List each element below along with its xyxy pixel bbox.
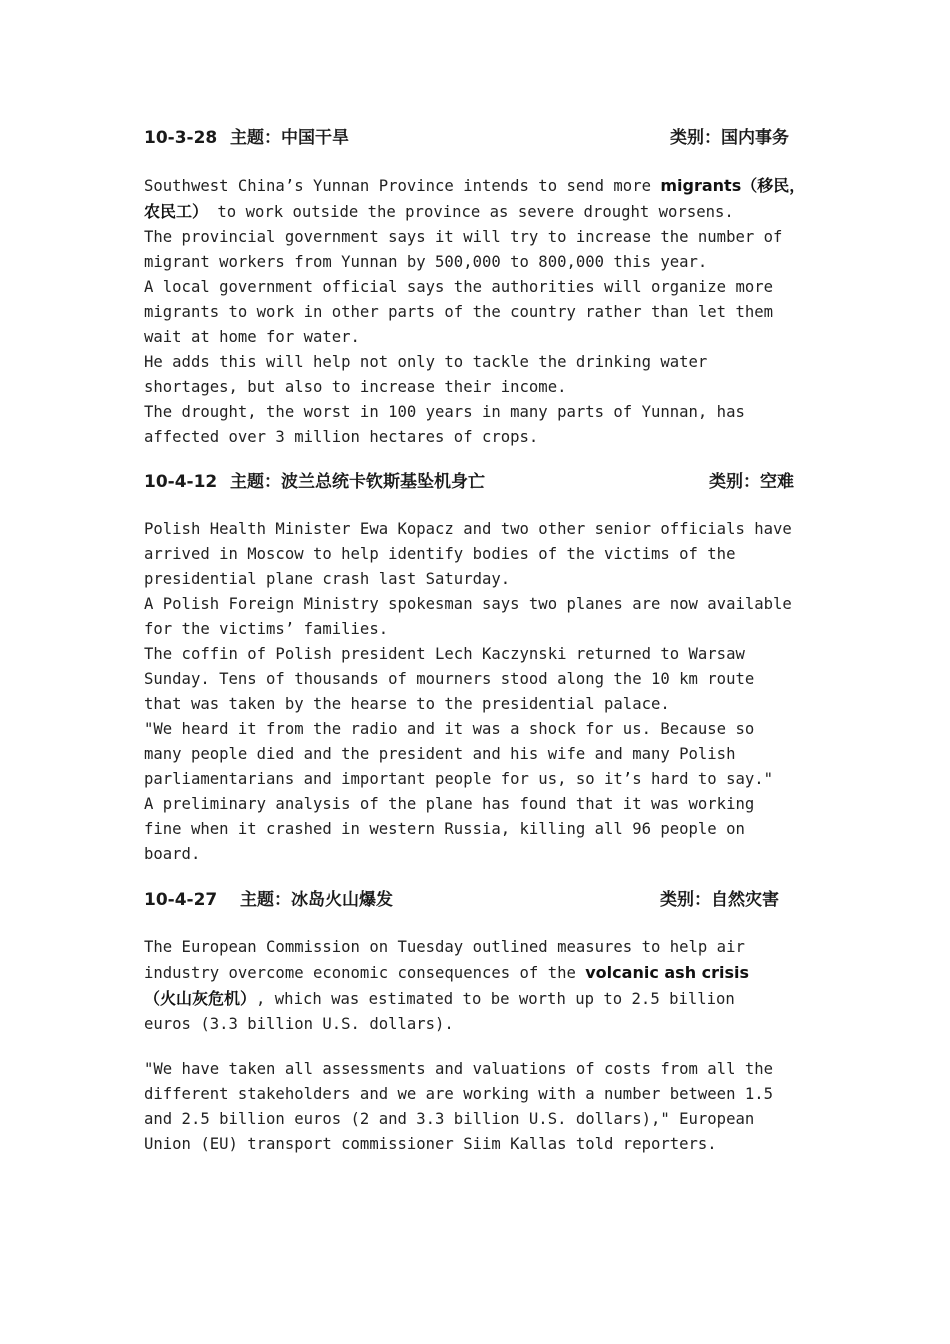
section-category: 类别：自然灾害 [660,890,779,910]
section-heading [144,470,808,494]
text-line: parliamentarians and important people for us, so it’s hard to say." [144,770,774,788]
section-topic: 主题：波兰总统卡钦斯基坠机身亡 [230,472,485,492]
text-line: and 2.5 billion euros (2 and 3.3 billion U.S. dollars)," European [144,1110,755,1128]
keyword-migrants: migrants（移民， [660,176,806,195]
text-line: affected over 3 million hectares of crops. [144,428,539,446]
text-line: Union (EU) transport commissioner Siim Kallas told reporters. [144,1135,717,1153]
text-line: arrived in Moscow to help identify bodies of the victims of the [144,545,736,563]
article-paragraph [144,517,844,867]
text-line: that was taken by the hearse to the presidential palace. [144,695,670,713]
text-line: He adds this will help not only to tackle the drinking water [144,353,708,371]
text-line: for the victims’ families. [144,620,389,638]
text-line: Southwest China’s Yunnan Province intends to send more [144,177,661,195]
text-line: board. [144,845,201,863]
article-paragraph [144,935,844,1037]
text-line: wait at home for water. [144,328,360,346]
text-line: A local government official says the authorities will organize more [144,278,774,296]
section-date: 10-3-28 [144,128,218,148]
text-line: "We heard it from the radio and it was a shock for us. Because so [144,720,755,738]
article-paragraph [144,173,844,450]
text-line: Polish Health Minister Ewa Kopacz and two other senior officials have [144,520,792,538]
text-line: industry overcome economic consequences of the [144,964,586,982]
text-line: "We have taken all assessments and valuations of costs from all the [144,1060,774,1078]
section-category: 类别：空难 [709,472,794,492]
section-category: 类别：国内事务 [670,128,789,148]
text-line: migrants to work in other parts of the country rather than let them [144,303,774,321]
text-line: shortages, but also to increase their income. [144,378,567,396]
section-heading [144,126,808,150]
text-line: migrant workers from Yunnan by 500,000 to 800,000 this year. [144,253,708,271]
text-line: presidential plane crash last Saturday. [144,570,511,588]
section-topic: 主题：中国干旱 [230,128,349,148]
text-line: A Polish Foreign Ministry spokesman says two planes are now available [144,595,792,613]
text-line: The drought, the worst in 100 years in many parts of Yunnan, has [144,403,745,421]
keyword-volcanic-ash-crisis-cn: （火山灰危机） [144,989,257,1008]
text-line: Sunday. Tens of thousands of mourners stood along the 10 km route [144,670,755,688]
keyword-volcanic-ash-crisis: volcanic ash crisis [585,963,750,982]
text-line: to work outside the province as severe drought worsens. [208,203,734,221]
text-line: The coffin of Polish president Lech Kaczynski returned to Warsaw [144,645,745,663]
text-line: euros (3.3 billion U.S. dollars). [144,1015,454,1033]
article-paragraph [144,1057,844,1157]
section-date: 10-4-27 [144,890,218,910]
text-line: The provincial government says it will try to increase the number of [144,228,783,246]
section-heading [144,888,808,912]
section-date: 10-4-12 [144,472,218,492]
text-line: different stakeholders and we are working with a number between 1.5 [144,1085,774,1103]
section-topic: 主题：冰岛火山爆发 [240,890,393,910]
text-line: fine when it crashed in western Russia, killing all 96 people on [144,820,745,838]
text-line: many people died and the president and his wife and many Polish [144,745,736,763]
text-line: The European Commission on Tuesday outlined measures to help air [144,938,745,956]
keyword-migrant-workers: 农民工） [144,202,209,221]
text-line: A preliminary analysis of the plane has found that it was working [144,795,755,813]
text-line: , which was estimated to be worth up to 2.5 billion [256,990,735,1008]
